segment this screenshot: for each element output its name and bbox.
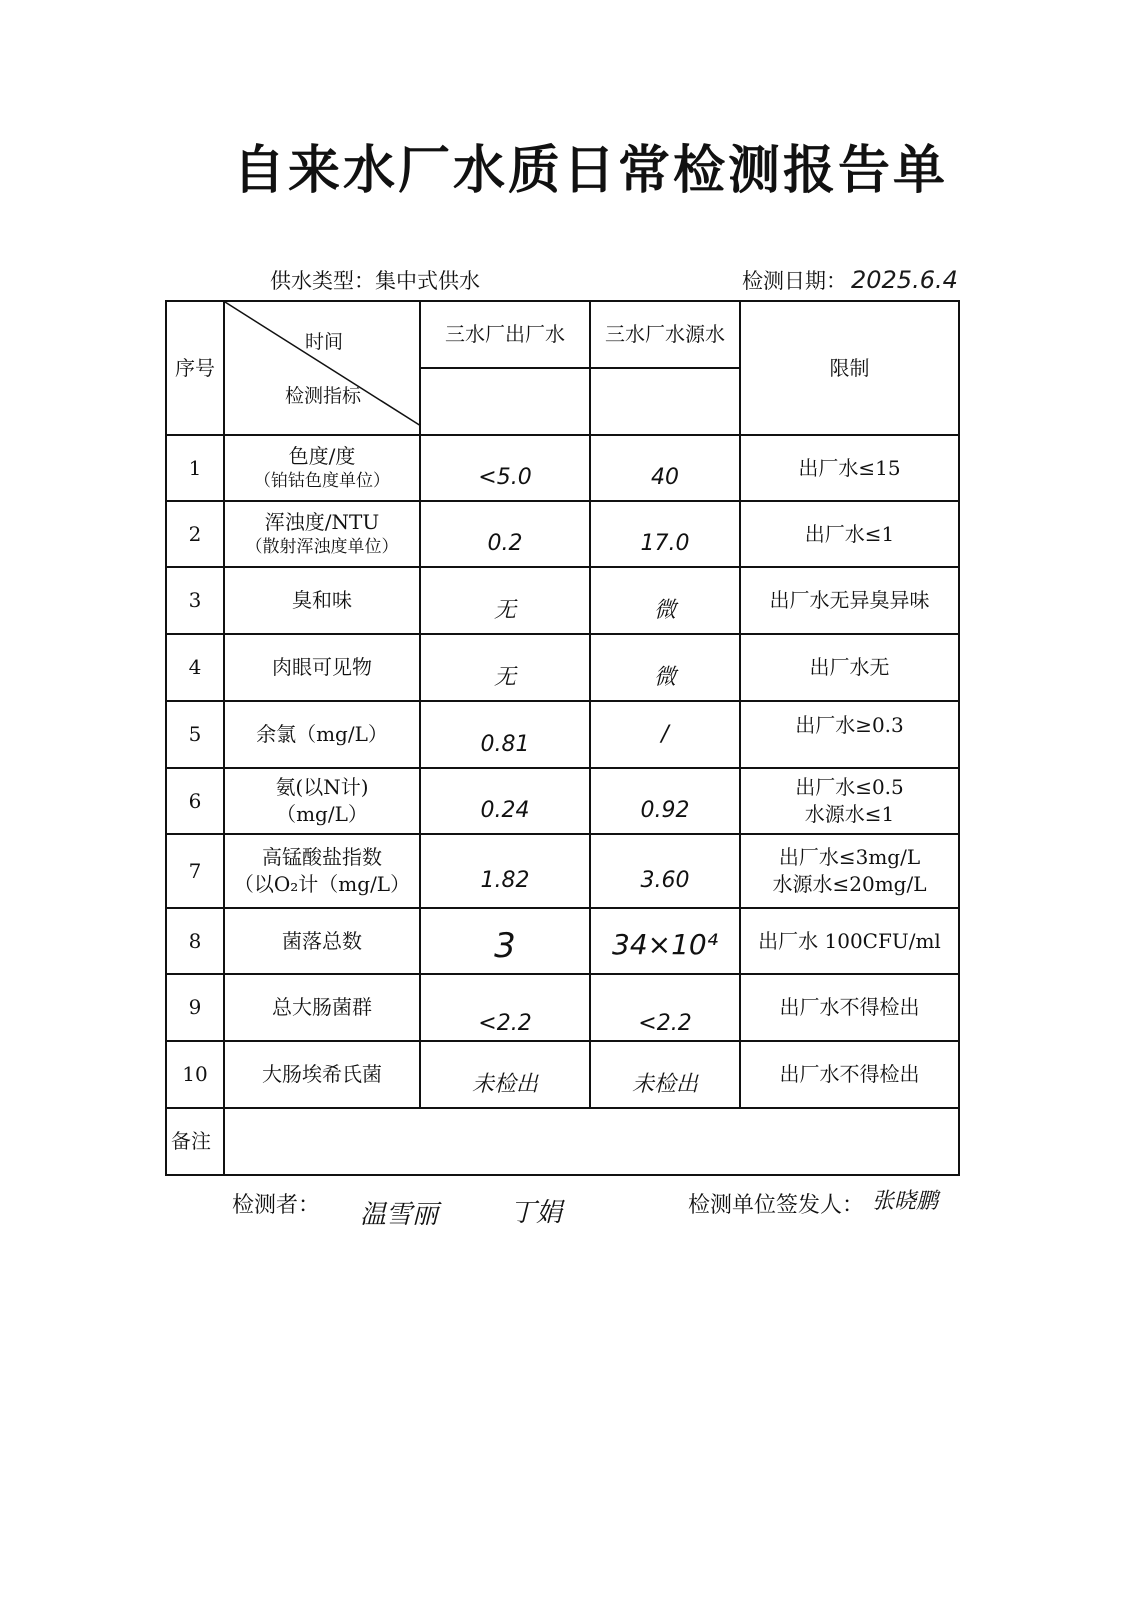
row-value-source xyxy=(590,567,740,634)
row-limit xyxy=(740,908,959,974)
row-indicator xyxy=(224,567,420,634)
header-col2-blank xyxy=(590,368,740,435)
value-outlet: 0.24 xyxy=(480,798,530,824)
row-limit xyxy=(740,501,959,567)
diagonal-line xyxy=(225,302,421,434)
issuer-label: 检测单位签发人： xyxy=(688,1193,865,1218)
limit-text: 出厂水≤0.5 xyxy=(795,775,904,799)
remark-label: 备注 xyxy=(166,1108,224,1175)
limit-text: 出厂水≥0.3 xyxy=(795,713,904,737)
limit-text: 出厂水≤1 xyxy=(804,521,895,546)
value-source: 34×10⁴ xyxy=(612,928,718,962)
row-limit xyxy=(740,834,959,908)
row-indicator xyxy=(224,634,420,701)
limit-text: 出厂水无异臭异味 xyxy=(769,588,930,612)
indicator-name: 氨(以N计) xyxy=(275,775,369,799)
value-outlet: 无 xyxy=(493,664,516,690)
indicator-name: 余氯（mg/L） xyxy=(256,722,388,746)
value-source: 微 xyxy=(653,597,676,623)
row-no: 7 xyxy=(166,834,224,908)
tester-signature-2: 丁娟 xyxy=(510,1198,563,1228)
row-limit xyxy=(740,634,959,701)
row-limit xyxy=(740,435,959,501)
table-row xyxy=(166,567,959,634)
row-no: 2 xyxy=(166,501,224,567)
table-row xyxy=(166,908,959,974)
limit-text-2: 水源水≤20mg/L xyxy=(772,872,927,896)
indicator-name: 浑浊度/NTU xyxy=(264,510,380,535)
header-seq: 序号 xyxy=(166,301,224,435)
value-source: <2.2 xyxy=(638,1010,692,1036)
row-value-source xyxy=(590,701,740,768)
value-outlet: 3 xyxy=(494,926,516,967)
row-no: 10 xyxy=(166,1041,224,1108)
header-limit: 限制 xyxy=(740,301,959,435)
test-date-value: 2025.6.4 xyxy=(851,266,958,294)
row-no: 3 xyxy=(166,567,224,634)
table-row xyxy=(166,974,959,1041)
row-no: 4 xyxy=(166,634,224,701)
row-indicator xyxy=(224,834,420,908)
value-outlet: 0.2 xyxy=(487,531,523,557)
row-indicator xyxy=(224,1041,420,1108)
tester-signature-1: 温雪丽 xyxy=(360,1200,439,1230)
limit-text: 出厂水无 xyxy=(809,655,890,679)
row-value-source xyxy=(590,1041,740,1108)
row-value-outlet xyxy=(420,834,590,908)
indicator-name: 肉眼可见物 xyxy=(272,655,372,679)
value-outlet: <5.0 xyxy=(478,465,532,491)
header-col1: 三水厂出厂水 xyxy=(420,301,590,368)
indicator-unit: （mg/L） xyxy=(276,802,368,826)
header-time: 时间 xyxy=(305,331,344,353)
remark-row xyxy=(166,1108,959,1175)
report-table xyxy=(165,300,960,1176)
value-source: 17.0 xyxy=(640,531,690,557)
limit-text-2: 水源水≤1 xyxy=(804,802,895,826)
header-col2: 三水厂水源水 xyxy=(590,301,740,368)
row-value-source xyxy=(590,974,740,1041)
test-date xyxy=(742,265,958,295)
limit-text: 出厂水 100CFU/ml xyxy=(758,928,941,953)
header-col1-blank xyxy=(420,368,590,435)
indicator-unit: （散射浑浊度单位） xyxy=(245,537,399,558)
limit-text: 出厂水不得检出 xyxy=(779,1062,920,1086)
indicator-name: 色度/度 xyxy=(288,444,356,469)
row-limit xyxy=(740,701,959,768)
row-no: 8 xyxy=(166,908,224,974)
row-value-outlet xyxy=(420,974,590,1041)
row-value-source xyxy=(590,435,740,501)
row-indicator xyxy=(224,501,420,567)
value-outlet: 无 xyxy=(493,597,516,623)
test-date-label: 检测日期： xyxy=(742,269,847,293)
value-outlet: 0.81 xyxy=(480,731,530,757)
row-value-outlet xyxy=(420,701,590,768)
indicator-name: 总大肠菌群 xyxy=(272,995,372,1019)
row-indicator xyxy=(224,768,420,834)
value-source: 微 xyxy=(653,664,676,690)
row-indicator xyxy=(224,974,420,1041)
limit-text: 出厂水≤3mg/L xyxy=(778,845,921,869)
limit-text: 出厂水不得检出 xyxy=(779,995,920,1019)
value-source: / xyxy=(661,721,669,747)
table-row xyxy=(166,768,959,834)
indicator-name: 菌落总数 xyxy=(282,928,362,953)
value-source: 3.60 xyxy=(640,868,690,894)
tester-label: 检测者： xyxy=(232,1193,321,1218)
supply-type: 供水类型：集中式供水 xyxy=(270,269,480,293)
row-limit xyxy=(740,567,959,634)
row-value-source xyxy=(590,768,740,834)
table-row xyxy=(166,634,959,701)
table-row xyxy=(166,501,959,567)
issuer-signature: 张晓鹏 xyxy=(872,1189,939,1214)
indicator-name: 大肠埃希氏菌 xyxy=(262,1062,382,1086)
indicator-unit: （以O₂计（mg/L） xyxy=(233,872,411,896)
row-no: 5 xyxy=(166,701,224,768)
value-source: 未检出 xyxy=(631,1071,698,1097)
row-value-outlet xyxy=(420,501,590,567)
row-value-source xyxy=(590,634,740,701)
page-title: 自来水厂水质日常检测报告单 xyxy=(232,141,948,201)
row-value-outlet xyxy=(420,768,590,834)
row-value-outlet xyxy=(420,908,590,974)
indicator-name: 高锰酸盐指数 xyxy=(262,845,382,869)
header-diagonal-cell xyxy=(224,301,420,435)
row-value-source xyxy=(590,501,740,567)
value-outlet: 1.82 xyxy=(480,868,530,894)
table-row xyxy=(166,435,959,501)
row-value-source xyxy=(590,908,740,974)
limit-text: 出厂水≤15 xyxy=(798,455,901,480)
row-limit xyxy=(740,974,959,1041)
row-indicator xyxy=(224,908,420,974)
row-value-outlet xyxy=(420,634,590,701)
value-outlet: 未检出 xyxy=(471,1071,538,1097)
table-row xyxy=(166,701,959,768)
remark-content xyxy=(224,1108,959,1175)
table-row xyxy=(166,834,959,908)
indicator-unit: （铂钴色度单位） xyxy=(254,471,390,492)
row-no: 9 xyxy=(166,974,224,1041)
row-indicator xyxy=(224,435,420,501)
indicator-name: 臭和味 xyxy=(292,588,352,612)
row-value-outlet xyxy=(420,567,590,634)
row-no: 6 xyxy=(166,768,224,834)
row-limit xyxy=(740,1041,959,1108)
header-indicator: 检测指标 xyxy=(285,385,362,407)
row-limit xyxy=(740,768,959,834)
value-source: 40 xyxy=(651,465,679,491)
row-value-outlet xyxy=(420,1041,590,1108)
row-no: 1 xyxy=(166,435,224,501)
row-indicator xyxy=(224,701,420,768)
value-source: 0.92 xyxy=(640,798,690,824)
row-value-outlet xyxy=(420,435,590,501)
row-value-source xyxy=(590,834,740,908)
table-row xyxy=(166,1041,959,1108)
value-outlet: <2.2 xyxy=(478,1010,532,1036)
